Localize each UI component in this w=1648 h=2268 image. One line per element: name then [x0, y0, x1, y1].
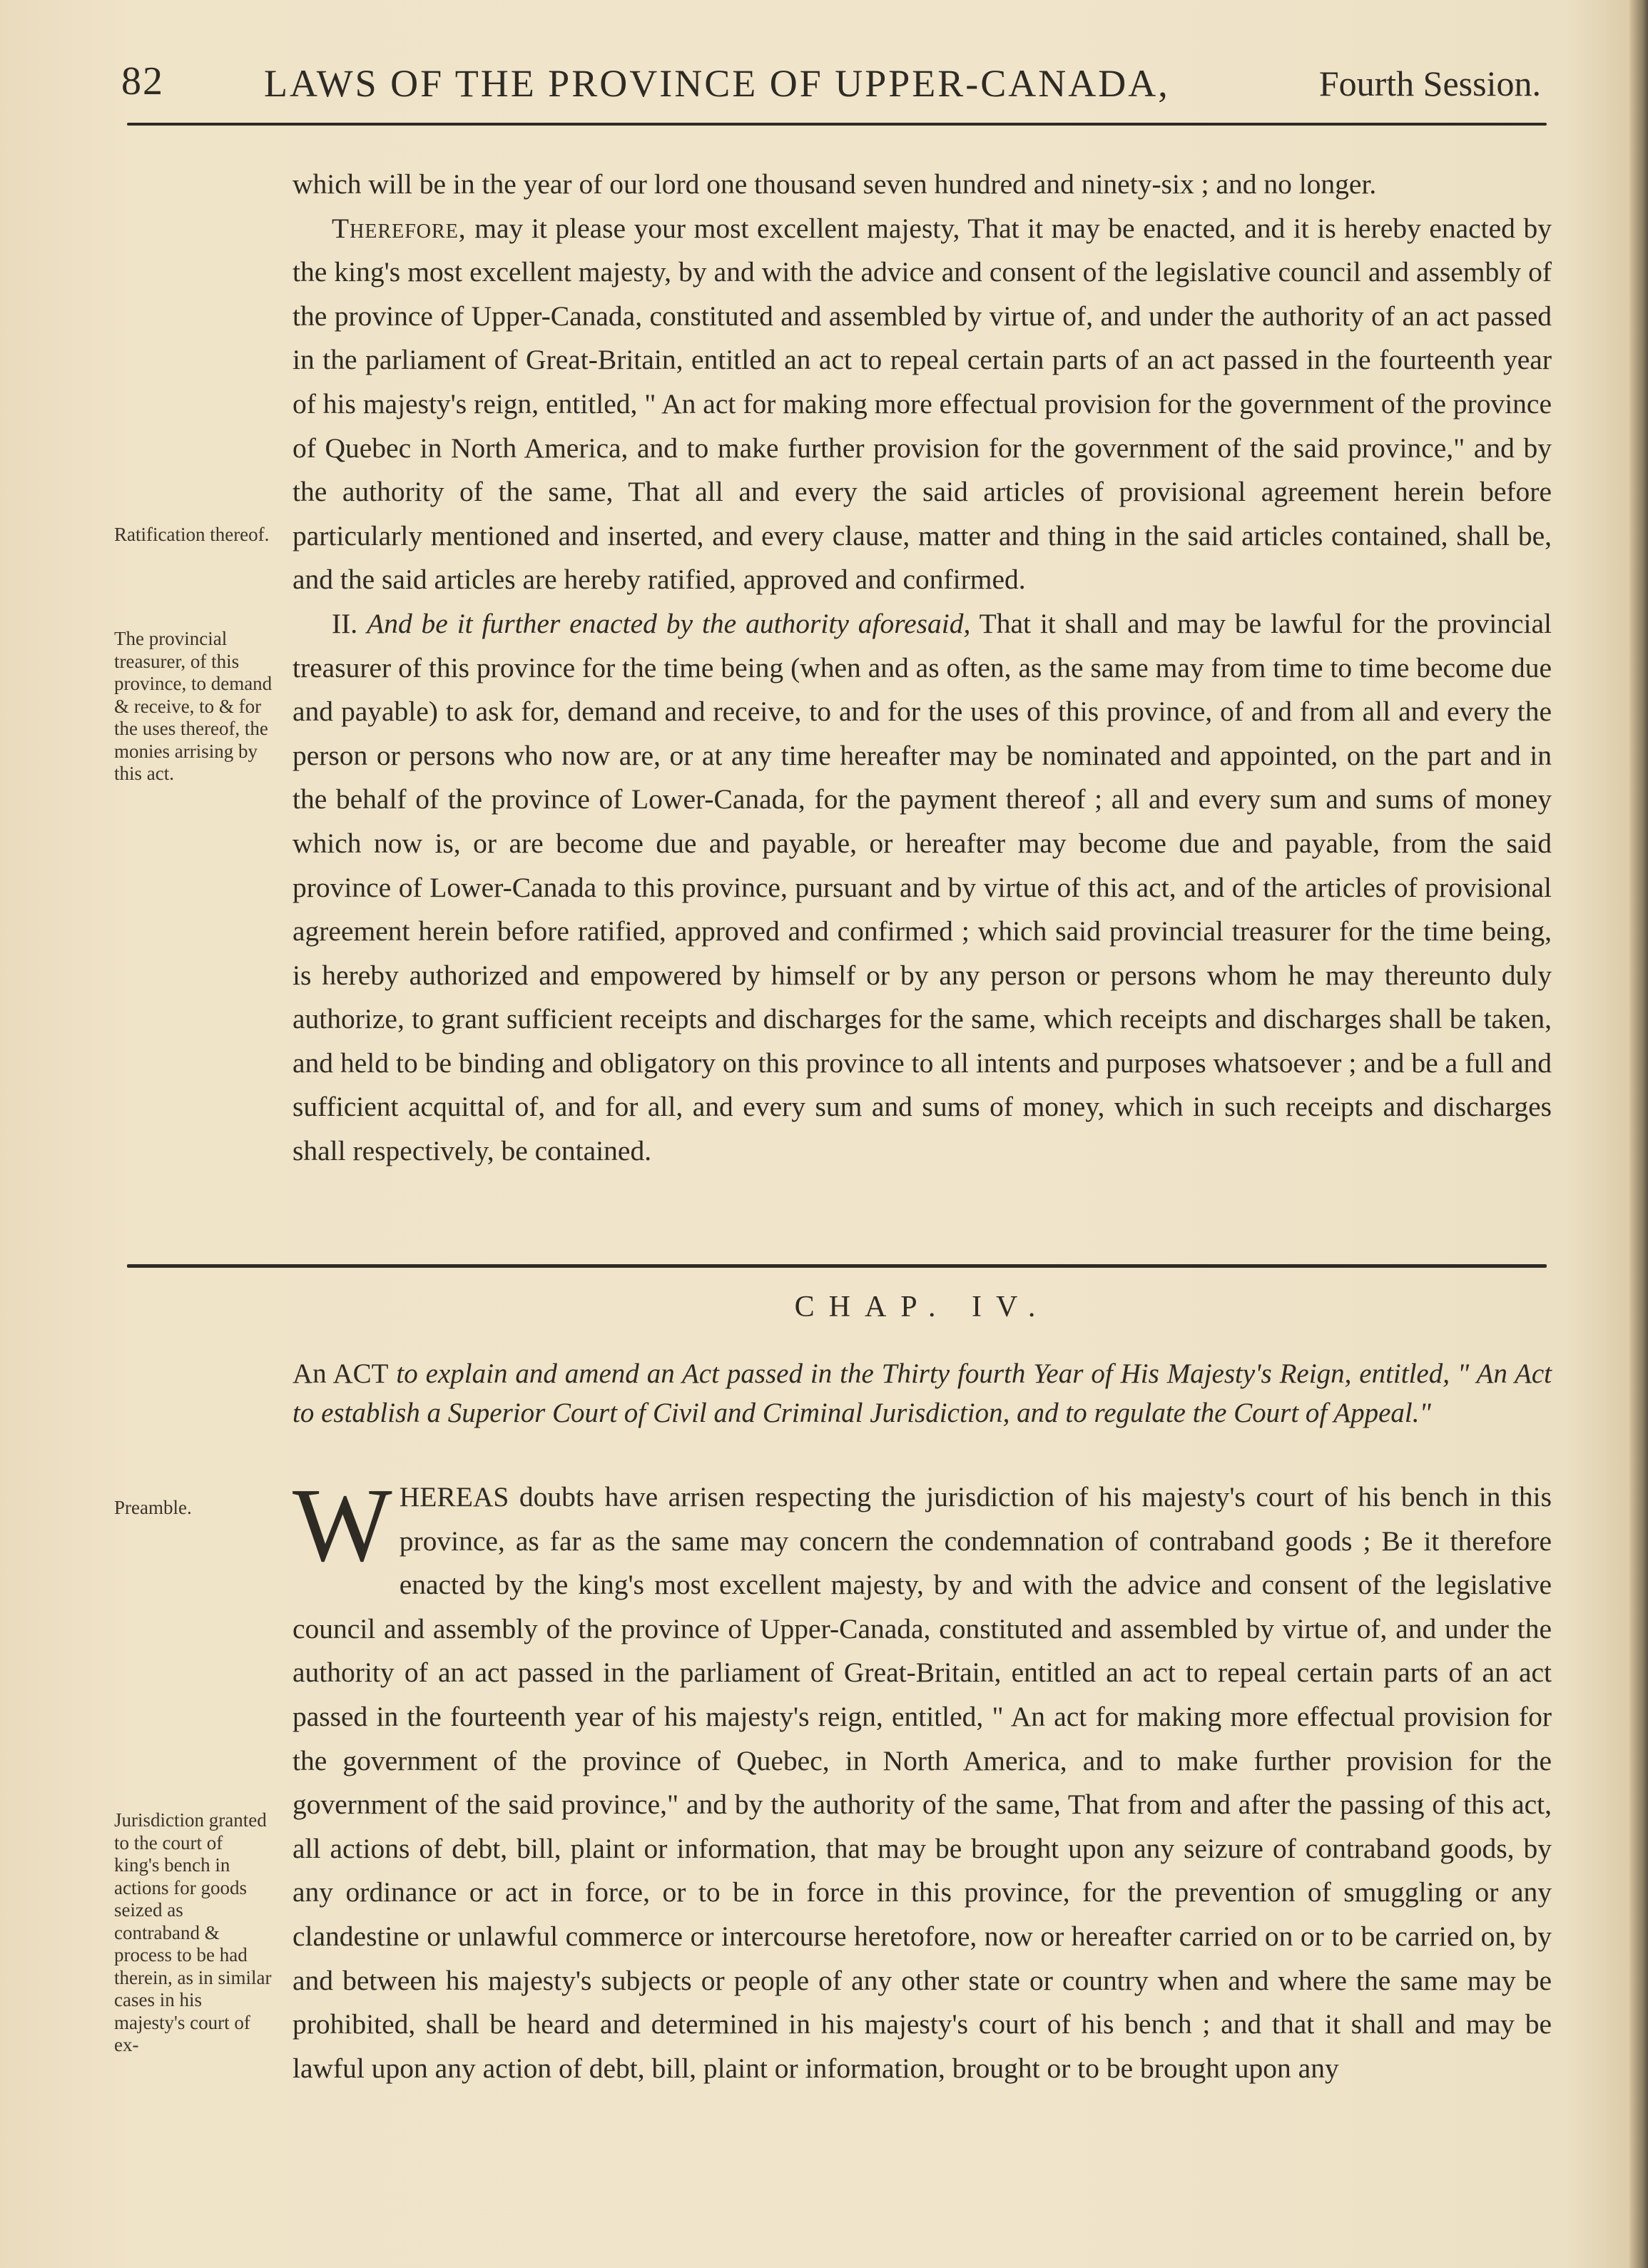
session-label: Fourth Session. [1318, 63, 1541, 103]
therefore-lead: Therefore, [332, 212, 467, 244]
chapter-heading: CHAP. IV. [794, 1291, 1050, 1323]
continuation-paragraph-1: which will be in the year of our lord one thousand seven hundred and ninety-six ; and no longer. [293, 168, 1377, 200]
opening-caps: HEREAS [399, 1481, 509, 1512]
continuation-text [293, 163, 1552, 1174]
margin-note-ratification: Ratification thereof. [114, 524, 270, 545]
section-ii-body: That it shall and may be lawful for the provincial treasurer of this province for the time being (when and as often, as the same may from time to time become due and payable) to ask for, demand and receive, to and for the uses of this province, of and from all and every the person or persons who now are, or at any time hereafter may be nominated and appointed, on the part and in the behalf of the province of Lower-Canada, for the payment thereof ; all and every sum and sums of money which now is, or are become due and payable, or hereafter may become due and payable, from the said province of Lower-Canada to this province, pursuant and by virtue of this act, and of the articles of provisional agreement herein before ratified, approved and confirmed ; which said provincial treasurer for the time being, is hereby authorized and empowered by himself or by any person or persons whom he may thereunto duly authorize, to grant sufficient receipts and discharges for the same, which receipts and discharges shall be taken, and held to be binding and obligatory on this province to all intents and purposes whatsoever ; and be a full and sufficient acquittal of, and for all, and every sum and sums of money, which in such receipts and discharges shall respectively, be contained. [293, 607, 1552, 1167]
drop-cap: W [293, 1467, 392, 1584]
enacting-clause: And be it further enacted by the authority aforesaid, [367, 607, 971, 639]
margin-note-preamble: Preamble. [114, 1497, 192, 1518]
preamble-body: doubts have arrisen respecting the jurisdiction of his majesty's court of his bench in this province, as far as the same may concern the condemnation of contraband goods ; Be it therefore enacted by the king's most excellent majesty, by and with the advice and consent of the legislative council and assembly of the province of Upper-Canada, constituted and assembled by virtue of, and under the authority of an act passed in the parliament of Great-Britain, entitled an act to repeal certain parts of an act passed in the fourteenth year of his majesty's reign, entitled, " An act for making more effectual provision for the government of the province of Quebec, in North America, and to make further provision for the government of the said province," and by the authority of the same, That from and after the passing of this act, all actions of debt, bill, plaint or information, that may be brought upon any seizure of contraband goods, by any ordinance or act in force, or to be in force in this province, for the prevention of smuggling or any clandestine or unlawful commerce or intercourse heretofore, now or hereafter carried on or to be carried on, by and between his majesty's subjects or people of any other state or country when and where the same may be prohibited, shall be heard and determined in his majesty's court of his bench ; and that it shall and may be lawful upon any action of debt, bill, plaint or information, brought or to be brought upon any [293, 1481, 1552, 2084]
margin-note-jurisdiction: Jurisdiction granted to the court of king's bench in actions for goods seized as contraband & process to be had therein, as in similar cases in his majesty's court of ex- [114, 1809, 272, 2055]
binding-edge [1629, 0, 1648, 2268]
header-rule [127, 123, 1547, 126]
page-header [121, 59, 1541, 116]
section-number: II. [332, 607, 358, 639]
act-title [293, 1354, 1552, 1433]
page-number: 82 [121, 59, 164, 103]
act-title-lead: An ACT [293, 1358, 389, 1389]
section-divider-rule [127, 1264, 1547, 1268]
section-ii-paragraph [293, 602, 1552, 1174]
act-title-text: to explain and amend an Act passed in the Thirty fourth Year of His Majesty's Reign, entitled, " An Act to establish a Superior Court of Civil and Criminal Jurisdiction, and to regulate the Court of Appeal." [293, 1358, 1552, 1428]
chapter-body-text [293, 1467, 1552, 2090]
running-title: LAWS OF THE PROVINCE OF UPPER-CANADA, [264, 62, 1170, 105]
margin-note-treasurer: The provincial treasurer, of this province, to demand & receive, to & for the uses thereof, the monies arrising by this act. [114, 628, 273, 784]
paragraph-2-body: may it please your most excellent majesty, That it may be enacted, and it is hereby enacted by the king's most excellent majesty, by and with the advice and consent of the legislative council and assembly of the province of Upper-Canada, constituted and assembled by virtue of, and under the authority of an act passed in the parliament of Great-Britain, entitled an act to repeal certain parts of an act passed in the fourteenth year of his majesty's reign, entitled, " An act for making more effectual provision for the government of the province of Quebec in North America, and to make further provision for the government of the said province," and by the authority of the same, That all and every the said articles of provisional agreement herein before particularly mentioned and inserted, and every clause, matter and thing in the said articles contained, shall be, and the said articles are hereby ratified, approved and confirmed. [293, 212, 1552, 596]
continuation-paragraph-2 [293, 207, 1552, 602]
preamble-paragraph [293, 1467, 1552, 2090]
